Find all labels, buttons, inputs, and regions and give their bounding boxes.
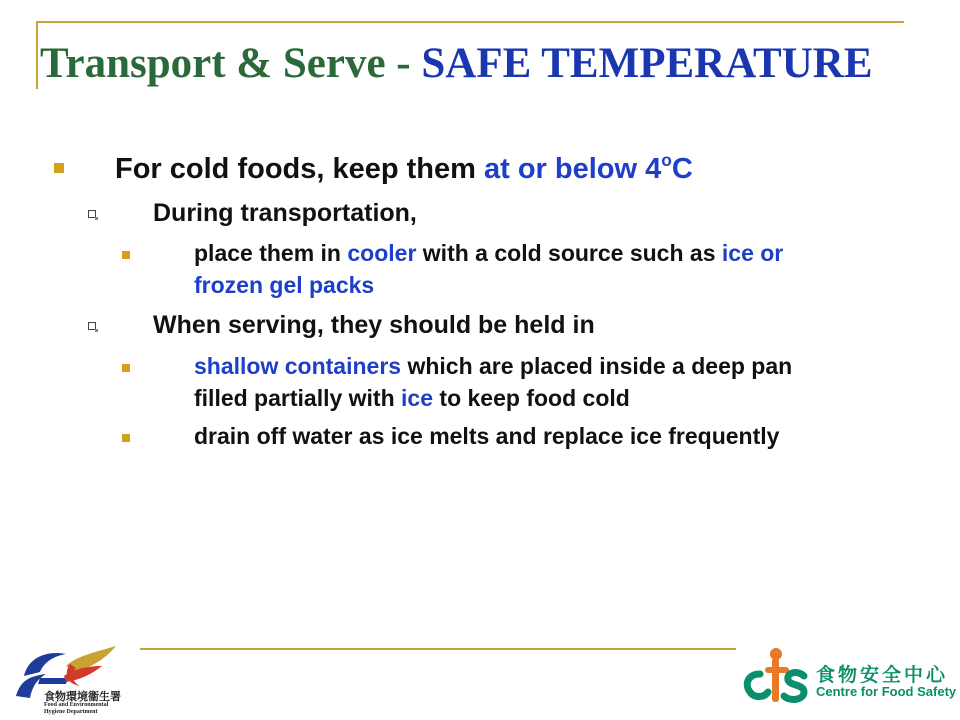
top-rule [36, 21, 904, 23]
bullet-square-icon [122, 251, 130, 259]
degree-sup: o [661, 150, 672, 170]
item-text: to keep food cold [433, 385, 630, 411]
bullet-square-icon [54, 163, 64, 173]
bullet-square-icon [122, 434, 130, 442]
sub-1-item-1 [194, 238, 783, 269]
sub-1-text: During transportation, [153, 199, 417, 227]
item-highlight: ice or [721, 240, 784, 266]
item-text: with a cold source such as [416, 240, 722, 266]
bullet-square-icon [122, 364, 130, 372]
bullet-1-highlight [484, 150, 693, 186]
item-highlight: cooler [347, 240, 417, 266]
bullet-1-text [115, 150, 693, 186]
slide-title [40, 42, 873, 85]
fehd-chinese-name: 食物環境衞生署 [44, 690, 121, 703]
item-highlight: shallow containers [194, 353, 402, 379]
cfs-logo [742, 644, 812, 708]
sub-1-item-1-line2: frozen gel packs [194, 272, 375, 298]
sub-2-text: When serving, they should be held in [153, 311, 595, 339]
item-text: place them in [194, 240, 348, 266]
sub-2-item-2: drain off water as ice melts and replace ice frequently [194, 423, 780, 449]
title-part1: Transport & Serve - [40, 40, 422, 87]
hollow-bullet-icon [88, 322, 96, 330]
fehd-english-line1: Food and Environmental [44, 702, 109, 708]
hollow-bullet-icon [88, 210, 96, 218]
cfs-chinese-name: 食物安全中心 [816, 664, 949, 686]
bullet-1-unit: C [671, 153, 693, 186]
fehd-english-name [44, 702, 108, 716]
top-rule-vertical [36, 21, 38, 89]
sub-2-item-1-line2 [194, 383, 630, 414]
cfs-english-name: Centre for Food Safety [816, 684, 957, 699]
item-text: which are placed inside a deep pan [401, 353, 793, 379]
fehd-english-line2: Hygiene Department [44, 709, 98, 715]
title-part2: SAFE TEMPERATURE [421, 40, 873, 87]
bottom-rule [140, 648, 736, 650]
item-highlight: ice [401, 385, 434, 411]
bullet-1-plain: For cold foods, keep them [115, 153, 484, 186]
sub-2-item-1 [194, 351, 792, 382]
bullet-1-highlight-text: at or below 4 [484, 153, 662, 186]
item-text: filled partially with [194, 385, 402, 411]
